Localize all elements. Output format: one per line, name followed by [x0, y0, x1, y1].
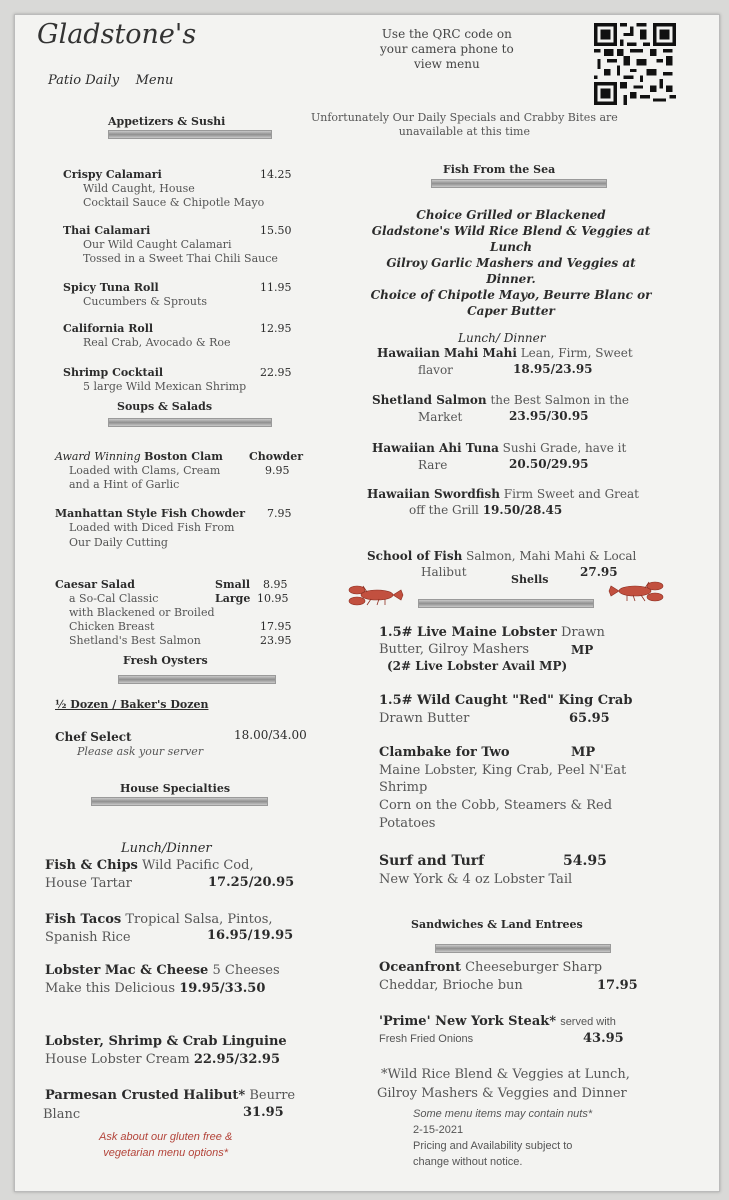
- sandwiches-heading: Sandwiches & Land Entrees: [411, 918, 583, 931]
- item-price: 22.95/32.95: [193, 1052, 280, 1067]
- item-name: Thai Calamari: [63, 224, 151, 237]
- item-name: School of Fish: [367, 549, 463, 563]
- item-line-1: [45, 912, 273, 927]
- item-price: 54.95: [563, 853, 607, 869]
- item-price: 17.95: [597, 978, 638, 993]
- item-name: Crispy Calamari: [63, 168, 162, 181]
- specials-notice: [311, 111, 618, 139]
- item-name: Hawaiian Swordfish: [367, 487, 500, 501]
- menu-subtitle: [48, 73, 173, 88]
- item-name-main: Boston Clam: [144, 450, 223, 463]
- qr-line-3: view menu: [413, 57, 480, 71]
- subtitle-patio: Patio Daily: [48, 73, 120, 88]
- item-desc: New York & 4 oz Lobster Tail: [379, 872, 573, 887]
- item-desc-2: Shrimp: [379, 780, 428, 795]
- item-desc-1: served with: [560, 1016, 616, 1028]
- item-desc-2: off the Grill: [409, 503, 479, 517]
- large-price: 10.95: [257, 592, 289, 605]
- item-name: Parmesan Crusted Halibut*: [45, 1088, 246, 1103]
- nuts-note: Some menu items may contain nuts*: [413, 1108, 593, 1120]
- fish-subhead: Lunch/ Dinner: [458, 331, 546, 345]
- oysters-heading: Fresh Oysters: [123, 654, 208, 667]
- footer-notes: [413, 1106, 592, 1170]
- item-desc-1: 5 Cheeses: [212, 963, 280, 978]
- qr-instructions: [380, 27, 514, 72]
- item-desc-1: Loaded with Diced Fish From: [69, 521, 235, 534]
- item-desc-1: Sushi Grade, have it: [502, 441, 627, 455]
- item-price: 65.95: [569, 711, 610, 726]
- item-desc-1: Beurre: [249, 1088, 296, 1103]
- item-desc-2: Butter, Gilroy Mashers: [379, 642, 530, 657]
- fish-choice-4: Gilroy Garlic Mashers and Veggies at: [386, 256, 636, 270]
- sides-line-2: Gilroy Mashers & Veggies and Dinner: [377, 1086, 627, 1101]
- item-line-1: [45, 963, 280, 978]
- item-name: Hawaiian Ahi Tuna: [372, 441, 499, 455]
- item-desc-2: flavor: [418, 363, 453, 377]
- item-price: 20.50/29.95: [509, 457, 589, 471]
- fish-choice-7: Caper Butter: [467, 304, 555, 318]
- gluten-note: [99, 1129, 232, 1161]
- item-price: 43.95: [583, 1031, 624, 1046]
- item-price: 18.95/23.95: [513, 362, 593, 376]
- item-desc-1: Wild Caught, House: [83, 182, 195, 195]
- date-note: 2-15-2021: [413, 1124, 464, 1136]
- chef-select-price: 18.00/34.00: [234, 728, 307, 742]
- item-desc-2: with Blackened or Broiled: [69, 606, 215, 619]
- item-price: 14.25: [260, 168, 292, 181]
- item-price: 7.95: [267, 507, 292, 520]
- notice-line-1: Unfortunately Our Daily Specials and Crabby Bites are: [311, 111, 618, 124]
- item-line-2: [409, 503, 562, 517]
- item-name: Hawaiian Mahi Mahi: [377, 346, 517, 360]
- qr-line-1: Use the QRC code on: [381, 27, 512, 41]
- item-line-1: [367, 487, 639, 501]
- item-desc-3: Chicken Breast: [69, 620, 155, 633]
- item-name: Fish Tacos: [45, 912, 122, 927]
- lobster-icon-left: [345, 582, 407, 608]
- gluten-note-1: Ask about our gluten free &: [99, 1131, 233, 1143]
- fish-choice-block: [361, 207, 661, 319]
- addon-price-2: 23.95: [260, 634, 292, 647]
- item-desc-3: Corn on the Cobb, Steamers & Red: [379, 798, 613, 813]
- item-name: Manhattan Style Fish Chowder: [55, 507, 246, 520]
- item-price: 19.95/33.50: [179, 981, 266, 996]
- fish-heading: Fish From the Sea: [443, 163, 556, 176]
- subtitle-menu: Menu: [135, 73, 174, 88]
- oysters-dozen: ½ Dozen / Baker's Dozen: [55, 698, 209, 711]
- sides-line-1: *Wild Rice Blend & Veggies at Lunch,: [381, 1067, 630, 1082]
- sandwiches-divider: [435, 944, 611, 953]
- item-name-2: Chowder: [249, 450, 304, 463]
- fish-choice-2: Gladstone's Wild Rice Blend & Veggies at: [371, 224, 651, 238]
- item-desc-2: Cocktail Sauce & Chipotle Mayo: [83, 196, 265, 209]
- item-line-1: [379, 960, 602, 975]
- item-desc-1: Drawn: [560, 625, 605, 640]
- item-desc-1: Salmon, Mahi Mahi & Local: [466, 549, 637, 563]
- item-price: 16.95/19.95: [207, 928, 294, 943]
- qr-code-icon[interactable]: [585, 23, 685, 105]
- item-desc-1: Wild Pacific Cod,: [142, 858, 254, 873]
- house-heading: House Specialties: [120, 782, 231, 795]
- item-name: Clambake for Two: [379, 745, 510, 760]
- fish-choice-3: Lunch: [490, 240, 532, 254]
- item-name: Lobster Mac & Cheese: [45, 963, 209, 978]
- item-line-1: [45, 858, 254, 873]
- item-line-1: [372, 393, 629, 407]
- menu-sheet: [14, 14, 720, 1192]
- item-desc-1: a So-Cal Classic: [69, 592, 159, 605]
- item-price: 22.95: [260, 366, 292, 379]
- item-name: Shrimp Cocktail: [63, 366, 164, 379]
- item-price: MP: [571, 745, 596, 760]
- qr-line-2: your camera phone to: [380, 42, 514, 56]
- item-note: (2# Live Lobster Avail MP): [387, 659, 568, 673]
- item-desc-2: Fresh Fried Onions: [379, 1033, 474, 1045]
- item-price: 23.95/30.95: [509, 409, 589, 423]
- item-desc-1: 5 large Wild Mexican Shrimp: [83, 380, 247, 393]
- item-desc-2: Market: [418, 410, 463, 424]
- chef-select-name: Chef Select: [55, 730, 132, 744]
- item-name: 'Prime' New York Steak*: [379, 1014, 557, 1029]
- brand-title: Gladstone's: [37, 19, 197, 50]
- item-name: Surf and Turf: [379, 853, 485, 869]
- fish-divider: [431, 179, 607, 188]
- item-name: Caesar Salad: [55, 578, 135, 591]
- item-desc-2: Our Daily Cutting: [69, 536, 168, 549]
- item-name: Shetland Salmon: [372, 393, 487, 407]
- item-line-2: [45, 1052, 280, 1067]
- item-desc: House Lobster Cream: [45, 1052, 190, 1067]
- item-name: [55, 450, 223, 463]
- item-desc-2: Tossed in a Sweet Thai Chili Sauce: [83, 252, 278, 265]
- lobster-icon-right: [605, 578, 667, 604]
- item-name: Fish & Chips: [45, 858, 138, 873]
- item-line-1: [45, 1088, 295, 1103]
- item-desc-1: Firm Sweet and Great: [503, 487, 639, 501]
- soups-divider: [108, 418, 272, 427]
- item-line-1: [372, 441, 626, 455]
- item-desc-1: Cheeseburger Sharp: [465, 960, 603, 975]
- item-name: California Roll: [63, 322, 154, 335]
- fish-choice-6: Choice of Chipotle Mayo, Beurre Blanc or: [370, 288, 652, 302]
- item-price: MP: [571, 643, 594, 657]
- small-price: 8.95: [263, 578, 288, 591]
- item-name: Spicy Tuna Roll: [63, 281, 159, 294]
- item-line-2: [45, 981, 265, 996]
- item-desc-1: Real Crab, Avocado & Roe: [83, 336, 231, 349]
- large-label: Large: [215, 592, 251, 605]
- fish-choice-5: Dinner.: [486, 272, 536, 286]
- item-desc-1: Lean, Firm, Sweet: [520, 346, 633, 360]
- item-desc-2: Cheddar, Brioche bun: [379, 978, 523, 993]
- item-prefix: Award Winning: [55, 450, 141, 463]
- item-line-1: [379, 625, 605, 640]
- item-desc-2: and a Hint of Garlic: [69, 478, 180, 491]
- item-price: 31.95: [243, 1105, 284, 1120]
- item-price: 19.50/28.45: [482, 503, 563, 517]
- item-name: Oceanfront: [379, 960, 461, 975]
- oysters-divider: [118, 675, 276, 684]
- shells-heading: Shells: [511, 573, 549, 586]
- item-name: 1.5# Wild Caught "Red" King Crab: [379, 693, 633, 708]
- item-line-1: [367, 549, 636, 563]
- item-desc-1: Maine Lobster, King Crab, Peel N'Eat: [379, 763, 627, 778]
- item-name: 1.5# Live Maine Lobster: [379, 625, 557, 640]
- appetizers-divider: [108, 130, 272, 139]
- item-desc-1: Tropical Salsa, Pintos,: [125, 912, 273, 927]
- gluten-note-2: vegetarian menu options*: [103, 1147, 229, 1159]
- item-desc-2: Spanish Rice: [45, 930, 131, 945]
- item-price: 12.95: [260, 322, 292, 335]
- item-price: 27.95: [580, 565, 618, 579]
- item-price: 11.95: [260, 281, 292, 294]
- item-line-1: [379, 1014, 616, 1029]
- chef-select-note: Please ask your server: [77, 745, 204, 758]
- item-desc-4: Potatoes: [379, 816, 436, 831]
- item-desc-2: Halibut: [421, 565, 467, 579]
- item-line-1: [377, 346, 633, 360]
- item-desc-2: House Tartar: [45, 876, 132, 891]
- item-desc: Drawn Butter: [379, 711, 470, 726]
- pricing-note-1: Pricing and Availability subject to: [413, 1140, 573, 1152]
- item-desc-2: Rare: [418, 458, 448, 472]
- item-price: 17.25/20.95: [208, 875, 295, 890]
- item-name: Lobster, Shrimp & Crab Linguine: [45, 1034, 287, 1049]
- item-price: 15.50: [260, 224, 292, 237]
- shells-divider: [418, 599, 594, 608]
- pricing-note-2: change without notice.: [413, 1156, 523, 1168]
- item-desc-1: Cucumbers & Sprouts: [83, 295, 208, 308]
- fish-choice-1: Choice Grilled or Blackened: [416, 208, 606, 222]
- sides-note: [377, 1065, 630, 1103]
- item-desc-1: Our Wild Caught Calamari: [83, 238, 232, 251]
- house-subhead: Lunch/Dinner: [121, 841, 212, 856]
- small-label: Small: [215, 578, 251, 591]
- notice-line-2: unavailable at this time: [398, 125, 530, 138]
- item-desc-4: Shetland's Best Salmon: [69, 634, 201, 647]
- item-price: 9.95: [265, 464, 290, 477]
- appetizers-heading: Appetizers & Sushi: [108, 115, 226, 128]
- soups-heading: Soups & Salads: [117, 400, 213, 413]
- item-desc-1: Loaded with Clams, Cream: [69, 464, 221, 477]
- item-desc-2: Blanc: [43, 1107, 81, 1122]
- house-divider: [91, 797, 268, 806]
- item-desc-2: Make this Delicious: [45, 981, 176, 996]
- item-desc-1: the Best Salmon in the: [490, 393, 630, 407]
- addon-price-1: 17.95: [260, 620, 292, 633]
